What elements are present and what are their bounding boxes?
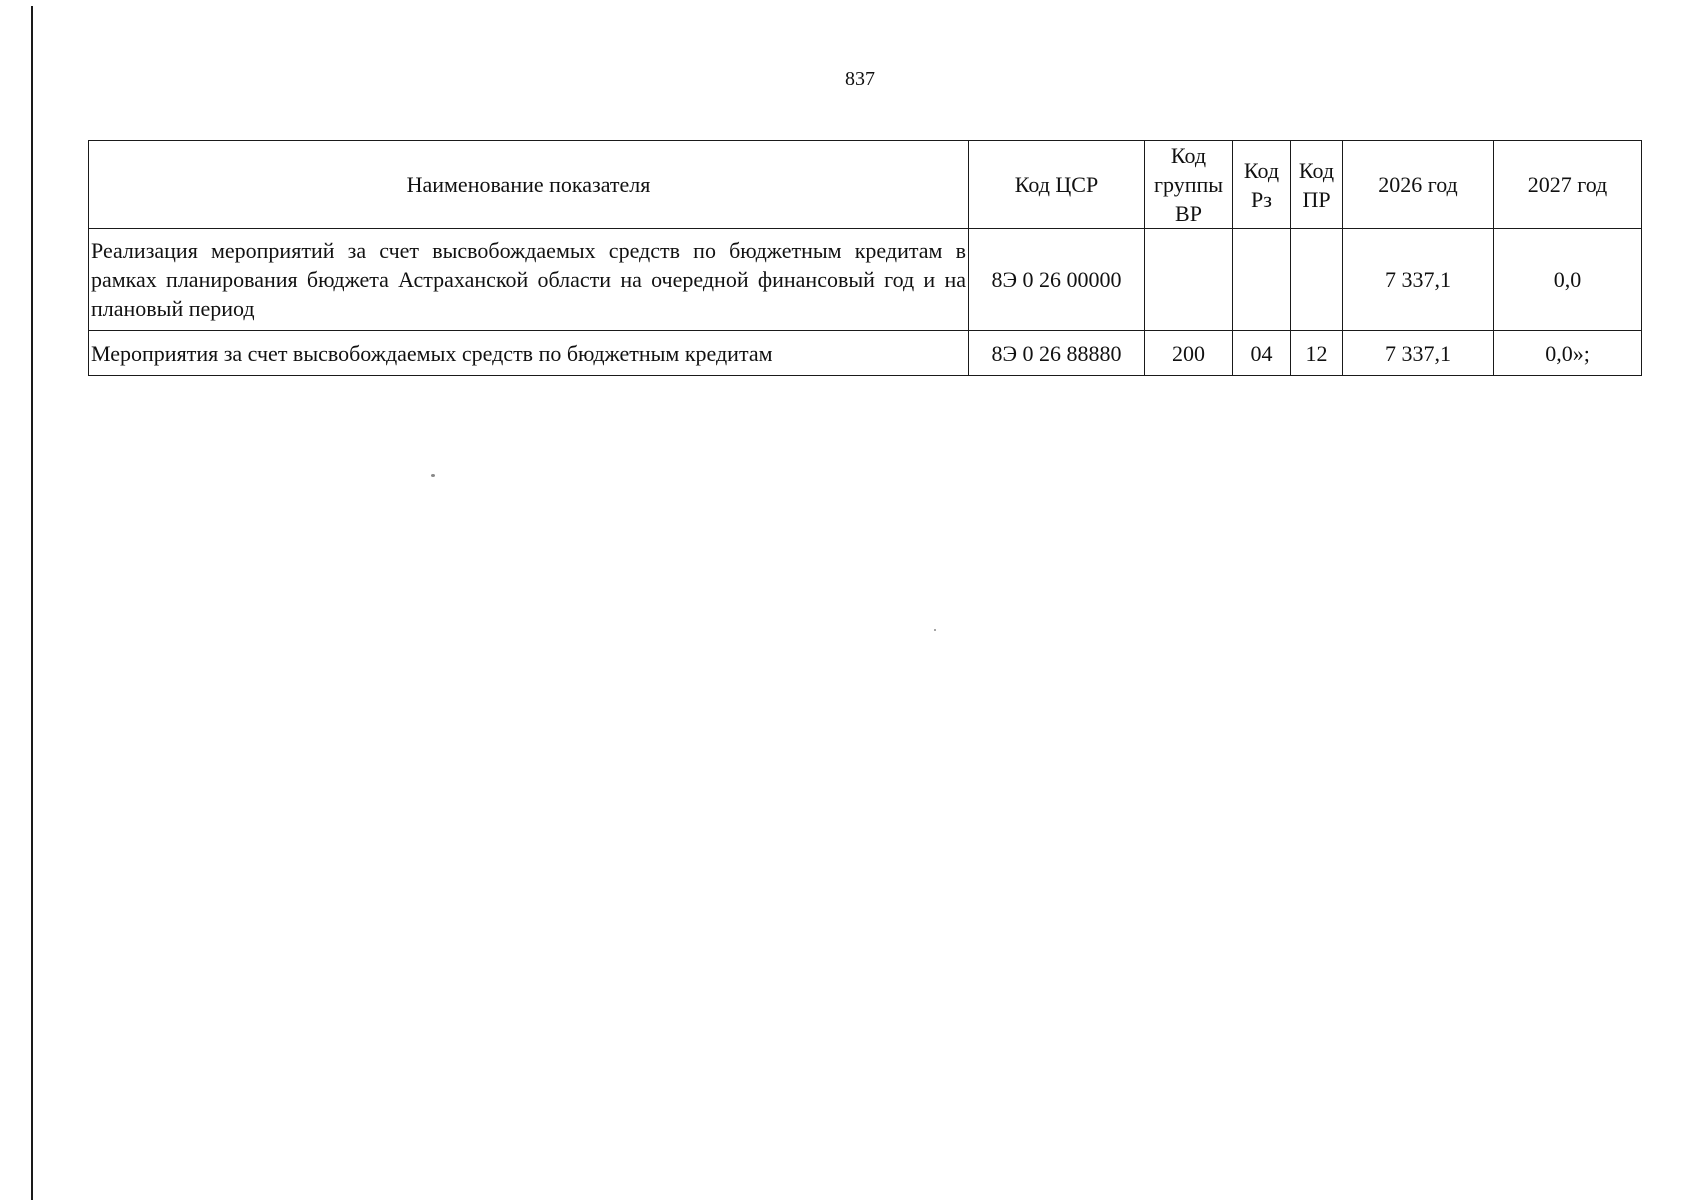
row-csr-code: 8Э 0 26 00000 — [969, 229, 1145, 331]
row-rz-code — [1233, 229, 1291, 331]
row-pr-code: 12 — [1291, 331, 1343, 376]
row-pr-code — [1291, 229, 1343, 331]
row-name: Мероприятия за счет высвобождаемых средств по бюджетным кредитам — [89, 331, 969, 376]
header-vr-line3: ВР — [1175, 201, 1202, 226]
row-vr-code — [1145, 229, 1233, 331]
header-csr-code: Код ЦСР — [969, 141, 1145, 229]
row-rz-code: 04 — [1233, 331, 1291, 376]
row-amount-2027: 0,0 — [1494, 229, 1642, 331]
row-amount-2026: 7 337,1 — [1343, 331, 1494, 376]
binding-margin-line — [31, 6, 33, 1200]
table-row — [89, 331, 1642, 376]
row-csr-code: 8Э 0 26 88880 — [969, 331, 1145, 376]
header-2026: 2026 год — [1343, 141, 1494, 229]
header-vr-code — [1145, 141, 1233, 229]
header-rz-line2: Рз — [1251, 186, 1272, 212]
scan-speck — [934, 629, 936, 631]
header-2027: 2027 год — [1494, 141, 1642, 229]
row-amount-2026: 7 337,1 — [1343, 229, 1494, 331]
header-pr-line2: ПР — [1302, 186, 1331, 212]
header-vr-line1: Код — [1170, 143, 1207, 168]
header-name: Наименование показателя — [89, 141, 969, 229]
row-amount-2027: 0,0»; — [1494, 331, 1642, 376]
header-pr-line1: Код — [1298, 157, 1335, 183]
budget-table — [88, 140, 1642, 376]
header-rz-code — [1233, 141, 1291, 229]
header-rz-line1: Код — [1243, 157, 1280, 183]
page-number: 837 — [845, 68, 875, 90]
row-name: Реализация мероприятий за счет высвобождаемых средств по бюджетным кредитам в рамках планирования бюджета Астраханской области на очередной финансовый год и на плановый период — [89, 229, 969, 331]
header-pr-code — [1291, 141, 1343, 229]
table-header-row — [89, 141, 1642, 229]
header-vr-line2: группы — [1153, 172, 1224, 197]
scan-speck — [431, 474, 435, 477]
row-vr-code: 200 — [1145, 331, 1233, 376]
table-row — [89, 229, 1642, 331]
